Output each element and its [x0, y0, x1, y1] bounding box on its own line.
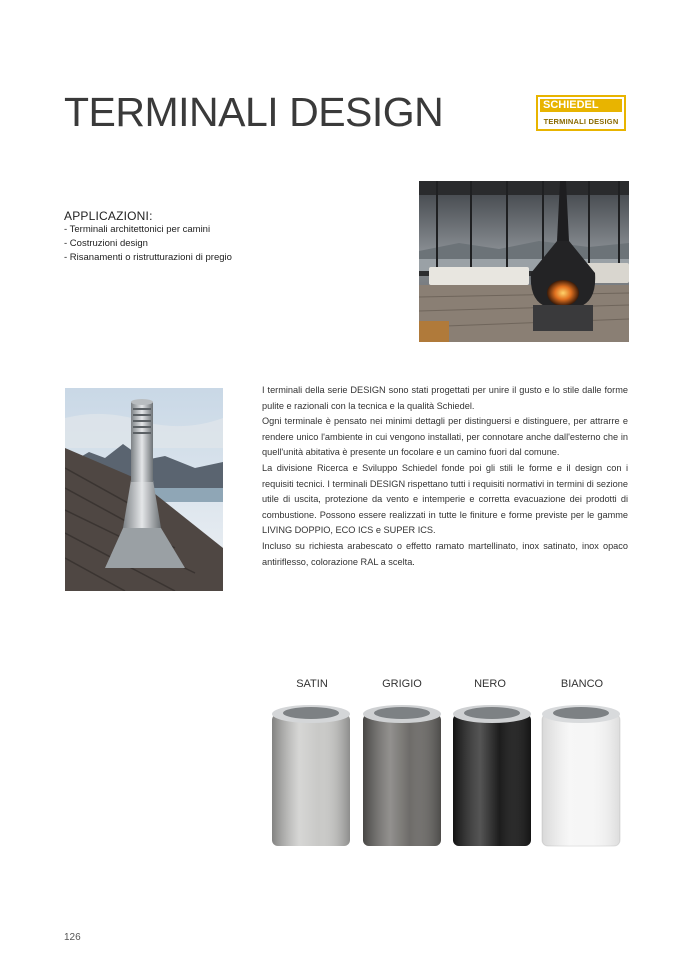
roof-chimney-illustration: [65, 388, 223, 591]
page-title: TERMINALI DESIGN: [64, 89, 444, 135]
finish-terminals: [262, 698, 628, 858]
description-paragraph: La divisione Ricerca e Sviluppo Schiedel fonde poi gli stili le forme e il design con i requisiti tecnici. I terminali DESIGN rispettano tutti i requisiti normativi in termini di sezione utile di uscita, protezione da vento e intemperie e corretta evacuazione dei prodotti di combustione. Possono essere realizzati in tutte le finiture e forme previste per le gamme LIVING DOPPIO, ECO ICS e SUPER ICS.: [262, 462, 628, 536]
description-paragraph: I terminali della serie DESIGN sono stati progettati per unire il gusto e lo stile dalle forme pulite e razionali con la tecnica e la qualità Schiedel.: [262, 385, 628, 411]
page-number: 126: [64, 932, 81, 943]
list-item: - Costruzioni design: [64, 238, 148, 249]
logo-subtitle: TERMINALI DESIGN: [543, 117, 619, 126]
description-text: [262, 383, 628, 570]
finish-label-satin: SATIN: [296, 678, 328, 690]
list-item: - Risanamenti o ristrutturazioni di pregio: [64, 252, 232, 263]
applications-heading: APPLICAZIONI:: [64, 209, 153, 223]
terminal-bianco: [542, 705, 620, 846]
finish-label-bianco: BIANCO: [560, 678, 604, 690]
terminal-nero: [453, 705, 531, 846]
terminal-satin: [272, 705, 350, 846]
fireplace-interior-photo: [419, 181, 629, 342]
description-paragraph: Incluso su richiesta arabescato o effetto ramato martellinato, inox satinato, inox opaco antiriflesso, colorazione RAL a scelta.: [262, 540, 628, 567]
description-paragraph: Ogni terminale è pensato nei minimi dettagli per distinguersi e distinguere, per attrarre e rendere unico l'ambiente in cui vengono installati, per connotare anche dall'esterno che in quell'unità abitativa è presente un focolare e un camino fuori dal comune.: [262, 416, 628, 458]
list-item: - Terminali architettonici per camini: [64, 224, 211, 235]
finish-label-grigio: GRIGIO: [382, 678, 422, 690]
finish-labels: [262, 678, 628, 694]
schiedel-logo: [536, 95, 626, 131]
roof-chimney-photo: [65, 388, 223, 591]
finish-label-nero: NERO: [474, 678, 506, 690]
fireplace-interior-illustration: [419, 181, 629, 342]
applications-block: [64, 209, 232, 265]
logo-brand: SCHIEDEL: [540, 99, 622, 112]
applications-list: [64, 223, 232, 265]
terminal-grigio: [363, 705, 441, 846]
